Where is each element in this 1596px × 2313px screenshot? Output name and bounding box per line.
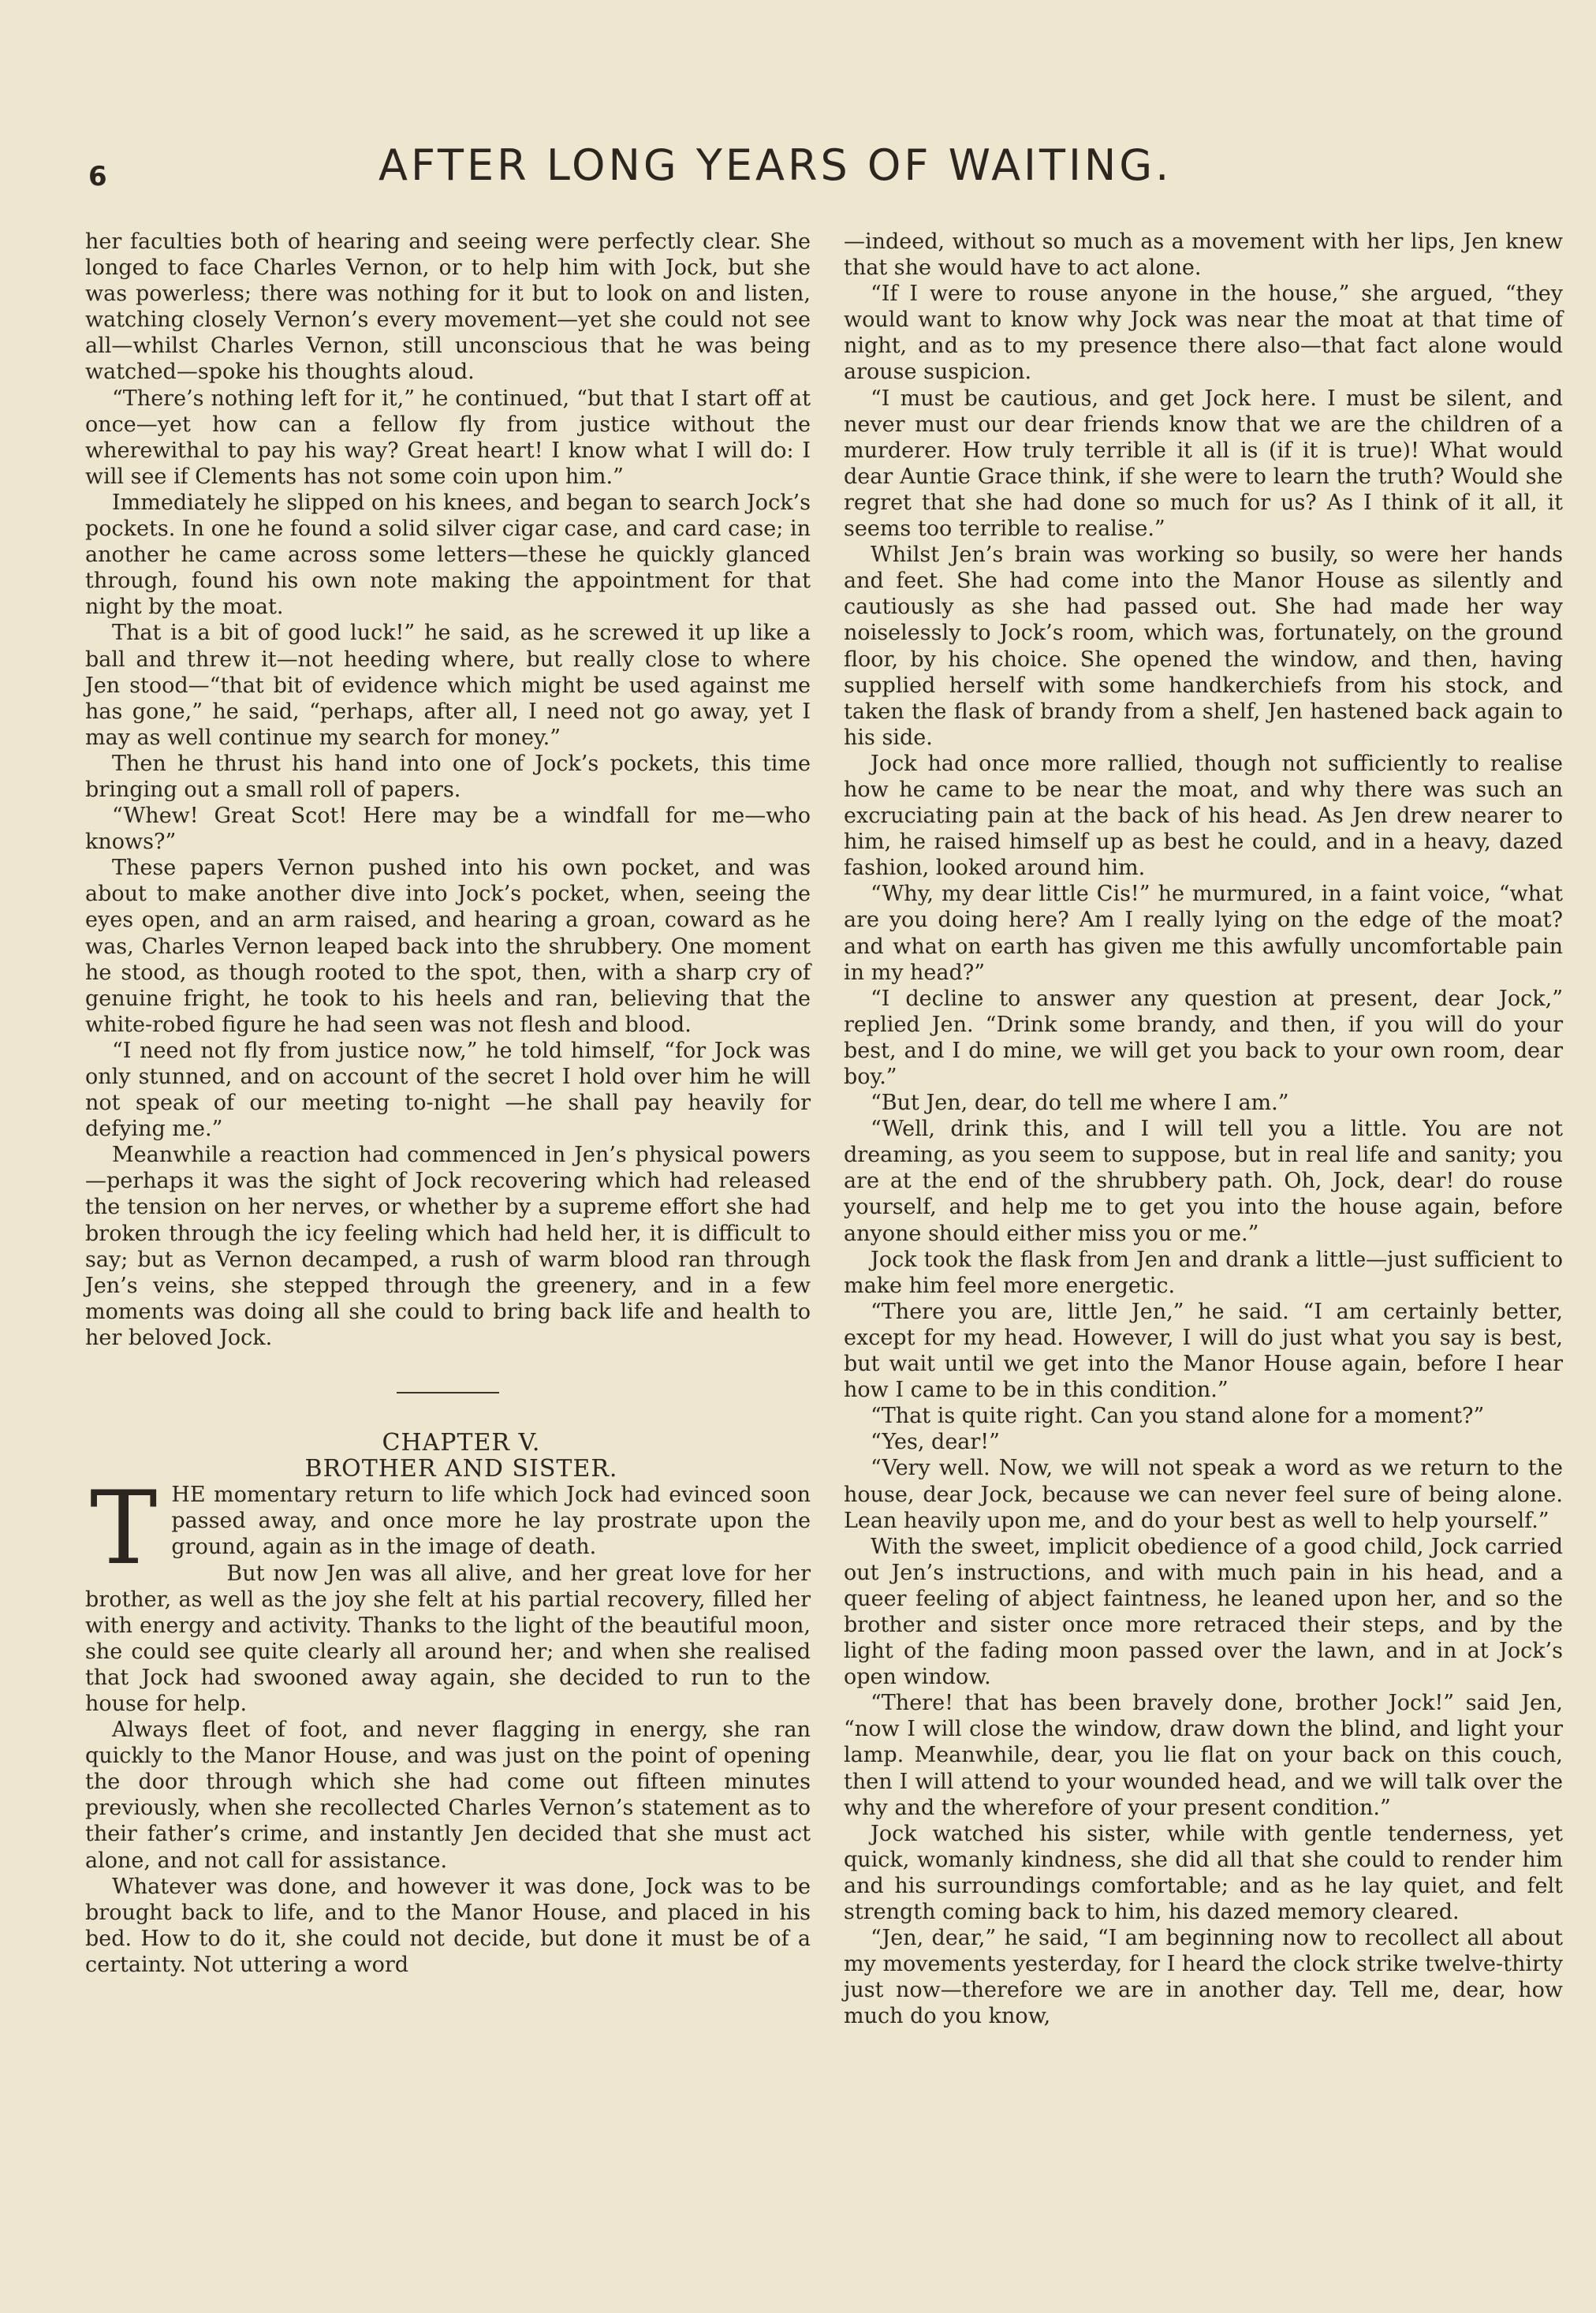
chapter-divider bbox=[397, 1392, 499, 1393]
paragraph: “Whew! Great Scot! Here may be a windfall for me—who knows?” bbox=[85, 804, 811, 855]
paragraph: “Well, drink this, and I will tell you a little. You are not dreaming, as you seem to suppose, but in real life and sanity; you are at the end of the shrubbery path. Oh, Jock, dear! do rouse yourself, and help me to get you into the house again, before anyone should either miss you or me.” bbox=[844, 1117, 1563, 1246]
paragraph: “There! that has been bravely done, brother Jock!” said Jen, “now I will close the window, draw down the blind, and light your lamp. Meanwhile, dear, you lie flat on your back on this couch, then I will attend to your wounded head, and we will talk over the why and the wherefore of your present condition.” bbox=[844, 1691, 1563, 1820]
page-number: 6 bbox=[88, 161, 107, 192]
paragraph: Meanwhile a reaction had commenced in Jen’s physical powers—perhaps it was the sight of Jock recovering which had released the tension on her nerves, or whether by a supreme effort she had broken through the icy feeling which had held her, it is difficult to say; but as Vernon decamped, a rush of warm blood ran through Jen’s veins, she stepped through the greenery, and in a few moments was doing all she could to bring back life and health to her beloved Jock. bbox=[85, 1143, 811, 1350]
paragraph: “There you are, little Jen,” he said. “I am certainly better, except for my head. However, I will do just what you say is best, but wait until we get into the Manor House again, before I hear how I came to be in this condition.” bbox=[844, 1299, 1563, 1403]
paragraph: “I must be cautious, and get Jock here. I must be silent, and never must our dear friends know that we are the children of a murderer. How truly terrible it all is (if it is true)! What would dear Auntie Grace think, if she were to learn the truth? Would she regret that she had done so much for us? As I think of it all, it seems too terrible to realise.” bbox=[844, 386, 1563, 542]
paragraph: her faculties both of hearing and seeing were perfectly clear. She longed to face Charles Vernon, or to help him with Jock, but she was powerless; there was nothing for it but to look on and listen, watching closely Vernon’s every movement—yet she could not see all—whilst Charles Vernon, still unconscious that he was being watched—spoke his thoughts aloud. bbox=[85, 229, 811, 385]
paragraph: “I need not fly from justice now,” he told himself, “for Jock was only stunned, and on account of the secret I hold over him he will not speak of our meeting to-night —he shall pay heavily for defying me.” bbox=[85, 1038, 811, 1142]
opening-paragraph bbox=[85, 1470, 811, 1588]
paragraph: “If I were to rouse anyone in the house,” she argued, “they would want to know why Jock was near the moat at that time of night, and as to my presence there also—that fact alone would arouse suspicion. bbox=[844, 282, 1563, 385]
paragraph: With the sweet, implicit obedience of a good child, Jock carried out Jen’s instructions, and with much pain in his head, and a queer feeling of abject faintness, he leaned upon her, and so the brother and sister once more retraced their steps, and by the light of the fading moon passed over the lawn, and in at Jock’s open window. bbox=[844, 1534, 1563, 1690]
paragraph: Jock took the flask from Jen and drank a little—just sufficient to make him feel more energetic. bbox=[844, 1247, 1563, 1298]
paragraph: Whatever was done, and however it was done, Jock was to be brought back to life, and to the Manor House, and placed in his bed. How to do it, she could not decide, but done it must be of a certainty. Not uttering a word bbox=[85, 1874, 811, 1977]
paragraph: “Yes, dear!” bbox=[871, 1430, 1000, 1455]
paragraph: Jock had once more rallied, though not sufficiently to realise how he came to be near the moat, and why there was such an excruciating pain at the back of his head. As Jen drew nearer to him, he raised himself up as best he could, and in a heavy, dazed fashion, looked around him. bbox=[844, 751, 1563, 881]
opening-text: HE momentary return to life which Jock had evinced soon passed away, and once more he lay prostrate upon the ground, again as in the image of death. bbox=[171, 1483, 811, 1560]
paragraph: But now Jen was all alive, and her great love for her brother, as well as the joy she felt at his partial recovery, filled her with energy and activity. Thanks to the light of the beautiful moon, she could see quite clearly all around her; and when she realised that Jock had swooned away again, she decided to run to the house for help. bbox=[85, 1561, 811, 1716]
paragraph: That is a bit of good luck!” he said, as he screwed it up like a ball and threw it—not heeding where, but really close to where Jen stood—“that bit of evidence which might be used against me has gone,” he said, “perhaps, after all, I need not go away, yet I may as well continue my search for money.” bbox=[85, 621, 811, 750]
paragraph: “There’s nothing left for it,” he continued, “but that I start off at once—yet how can a fellow fly from justice without the wherewithal to pay his way? Great heart! I know what I will do: I will see if Clements has not some coin upon him.” bbox=[85, 386, 811, 489]
paragraph: “Jen, dear,” he said, “I am beginning now to recollect all about my movements yesterday, for I heard the clock strike twelve-thirty just now—therefore we are in another day. Tell me, dear, how much do you know, bbox=[844, 1926, 1563, 2029]
chapter-subtitle: BROTHER AND SISTER. bbox=[304, 1455, 618, 1483]
paragraph: “But Jen, dear, do tell me where I am.” bbox=[871, 1091, 1289, 1116]
running-title: AFTER LONG YEARS OF WAITING. bbox=[378, 140, 1173, 190]
paragraph: “Very well. Now, we will not speak a word as we return to the house, dear Jock, because we can never feel sure of being alone. Lean heavily upon me, and do your best as well to help yourself.” bbox=[844, 1456, 1563, 1533]
chapter-title: CHAPTER V. bbox=[382, 1429, 541, 1457]
paragraph: Jock watched his sister, while with gentle tenderness, yet quick, womanly kindness, she did all that she could to render him and his surroundings comfortable; and as he lay quiet, and felt strength coming back to him, his dazed memory cleared. bbox=[844, 1821, 1563, 1924]
drop-cap: T bbox=[90, 1470, 158, 1588]
paragraph: “That is quite right. Can you stand alone for a moment?” bbox=[871, 1404, 1485, 1429]
left-column bbox=[85, 229, 811, 1978]
paragraph: Then he thrust his hand into one of Jock’s pockets, this time bringing out a small roll of papers. bbox=[85, 751, 811, 802]
paragraph: Immediately he slipped on his knees, and began to search Jock’s pockets. In one he found a solid silver cigar case, and card case; in another he came across some letters—these he quickly glanced through, found his own note making the appointment for that night by the moat. bbox=[85, 490, 811, 620]
paragraph: —indeed, without so much as a movement with her lips, Jen knew that she would have to act alone. bbox=[844, 229, 1563, 281]
paragraph: Whilst Jen’s brain was working so busily, so were her hands and feet. She had come into the Manor House as silently and cautiously as she had passed out. She had made her way noiselessly to Jock’s room, which was, fortunately, on the ground floor, by his choice. She opened the window, and then, having supplied herself with some handkerchiefs from his stock, and taken the flask of brandy from a shelf, Jen hastened back again to his side. bbox=[844, 543, 1563, 750]
paragraph: These papers Vernon pushed into his own pocket, and was about to make another dive into Jock’s pocket, when, seeing the eyes open, and an arm raised, and hearing a groan, coward as he was, Charles Vernon leaped back into the shrubbery. One moment he stood, as though rooted to the spot, then, with a sharp cry of genuine fright, he took to his heels and ran, believing that the white-robed figure he had seen was not flesh and blood. bbox=[85, 856, 811, 1037]
paragraph: “Why, my dear little Cis!” he murmured, in a faint voice, “what are you doing here? Am I really lying on the edge of the moat? and what on earth has given me this awfully uncomfortable pain in my head?” bbox=[844, 882, 1563, 985]
right-column bbox=[844, 229, 1563, 2029]
paragraph: Always fleet of foot, and never flagging in energy, she ran quickly to the Manor House, and was just on the point of opening the door through which she had come out fifteen minutes previously, when she recollected Charles Vernon’s statement as to their father’s crime, and instantly Jen decided that she must act alone, and not call for assistance. bbox=[85, 1718, 811, 1873]
paragraph: “I decline to answer any question at present, dear Jock,” replied Jen. “Drink some brandy, and then, if you will do your best, and I do mine, we will get you back to your own room, dear boy.” bbox=[844, 986, 1563, 1089]
